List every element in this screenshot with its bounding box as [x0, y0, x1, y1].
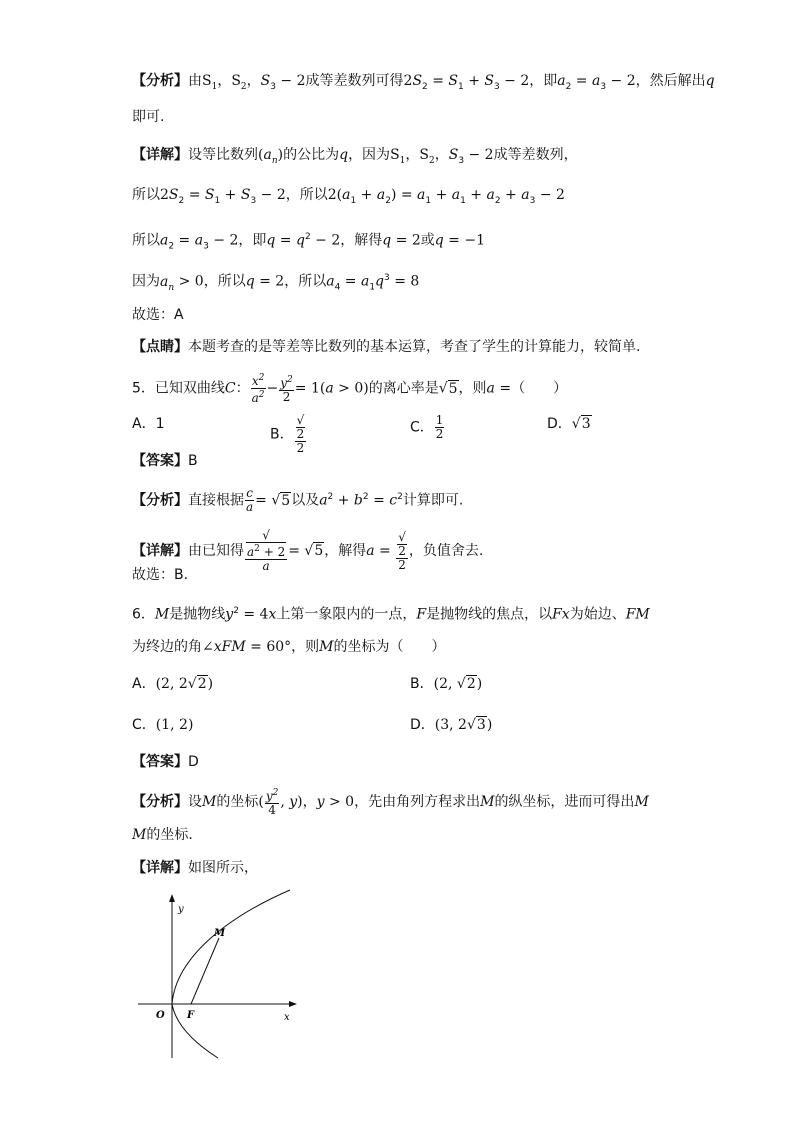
- label-origin: O: [156, 1010, 165, 1021]
- detail-tag: 【详解】: [132, 543, 188, 559]
- q4-step-1: 所以$2S_2 = S_1 + S_3 - 2$，所以$2(a_1 + a_2) = a_1 + a_1 + a_2 + a_3 - 2$: [132, 187, 565, 206]
- comment-tag: 【点睛】: [132, 339, 188, 355]
- q5-option-a: A．1: [132, 416, 165, 432]
- q5-analysis-line: 【分析】直接根据 $\frac{c}{a}$ = √5以及$a^2 + b^2 = c^2$计算即可.: [132, 486, 464, 515]
- parabola-figure: [134, 886, 304, 1066]
- q5-stem: 5．已知双曲线C： $\frac{x^2}{a^2}$ − $\frac{y^2}{2}$ = 1(a > 0)的离心率是√5，则a =（ ）: [132, 373, 568, 405]
- q4-step-3: 因为$a_n > 0$，所以q = 2，所以$a_4 = a_1q^3 = 8$: [132, 273, 420, 293]
- q6-detail-line: 【详解】如图所示，: [132, 860, 258, 876]
- analysis-tag: 【分析】: [132, 794, 188, 810]
- q6-option-d: D．(3, 2√3): [410, 717, 493, 733]
- q6-option-c: C．(1, 2): [132, 717, 194, 733]
- q6-stem-continued: 为终边的角∠xFM = 60°，则M的坐标为（ ）: [132, 639, 446, 655]
- answer-tag: 【答案】: [132, 754, 188, 770]
- detail-tag: 【详解】: [132, 860, 188, 876]
- q4-choice: 故选：A: [132, 307, 184, 323]
- q6-analysis-line: 【分析】设M的坐标( $\frac{y^2}{4}$ , y)，y > 0，先由角列方程求出M的纵坐标，进而可得出M: [132, 788, 649, 817]
- q4-detail-line: 【详解】设等比数列$(a_n)$的公比为q，因为$S_1$，$S_2$，$S_3 - 2$成等差数列，: [132, 147, 578, 166]
- q4-step-2: 所以$a_2 = a_3 - 2$，即$q = q^2 - 2$，解得q = 2或q = −1: [132, 232, 485, 252]
- q6-stem: 6．M是抛物线$y^2 = 4x$上第一象限内的一点，F是抛物线的焦点，以Fx为始边、FM: [132, 606, 650, 623]
- q5-answer-line: 【答案】B: [132, 453, 198, 469]
- q6-analysis-continued: M的坐标．: [132, 827, 203, 843]
- label-y: y: [178, 904, 184, 915]
- q5-option-c: C． $\frac{1}{2}$: [410, 413, 444, 441]
- segment-fm: [191, 938, 219, 1004]
- q6-option-a: A．(2, 2√2): [132, 676, 214, 692]
- analysis-tag: 【分析】: [132, 492, 188, 509]
- label-m: M: [214, 928, 226, 939]
- parabola-curve: [172, 890, 290, 1058]
- detail-tag: 【详解】: [132, 147, 188, 163]
- y-axis-arrow: [169, 894, 175, 902]
- q5-choice: 故选：B.: [132, 567, 189, 583]
- q5-option-d: D．√3: [547, 416, 591, 432]
- q6-option-b: B．(2, √2): [410, 676, 483, 692]
- q4-analysis-line: 【分析】由$S_1$，$S_2$，$S_3 - 2$成等差数列可得$2S_2 = S_1 + S_3 - 2$，即$a_2 = a_3 - 2$，然后解出q: [132, 73, 715, 92]
- label-x: x: [284, 1012, 290, 1023]
- q4-analysis-continued: 即可.: [132, 109, 165, 125]
- q5-option-b: B． √ 2 2: [270, 413, 305, 455]
- q4-comment-line: 【点睛】本题考查的是等差等比数列的基本运算，考查了学生的计算能力，较简单.: [132, 339, 641, 355]
- x-axis-arrow: [289, 1001, 297, 1007]
- q6-answer-line: 【答案】D: [132, 754, 199, 770]
- analysis-tag: 【分析】: [132, 73, 188, 89]
- q5-detail-line: 【详解】由已知得 √ $a^2 + 2$ a = √5，解得a = √ 2 2 ，负值舍去.: [132, 528, 484, 573]
- answer-tag: 【答案】: [132, 453, 188, 469]
- label-focus: F: [187, 1010, 195, 1021]
